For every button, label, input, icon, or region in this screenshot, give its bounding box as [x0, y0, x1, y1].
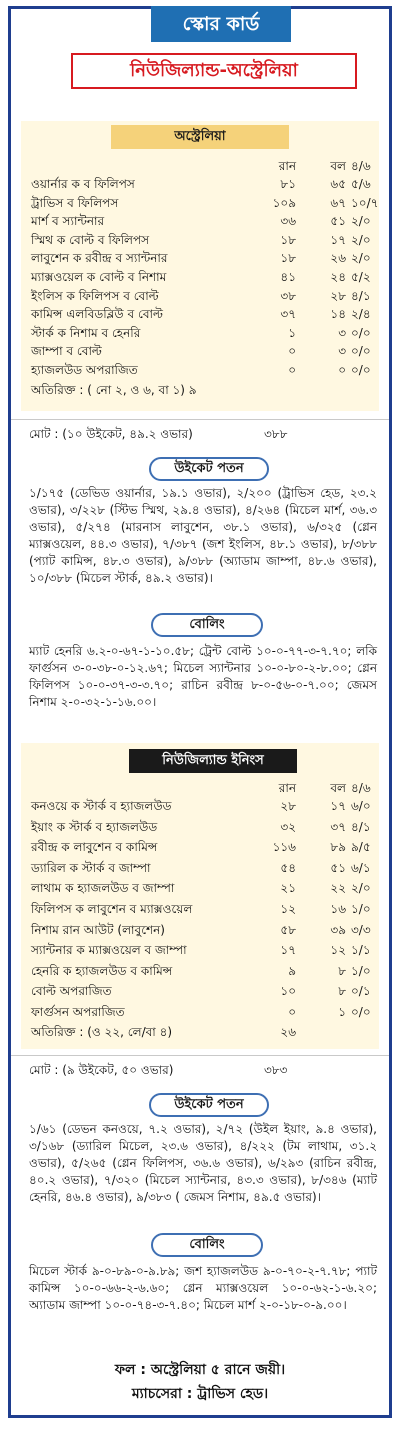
- batter-fours-sixes: ৯/৫: [351, 840, 371, 855]
- batter-fours-sixes: ০/০: [351, 1005, 371, 1019]
- batting-row: [31, 361, 371, 379]
- batter-name: ইয়াং ক স্টার্ক ব হ্যাজলউড: [31, 819, 158, 834]
- batter-balls: ১৭: [330, 799, 346, 813]
- batter-balls: ৫১: [330, 214, 346, 229]
- batting-row: [31, 838, 371, 856]
- batter-fours-sixes: ০/০: [351, 325, 371, 340]
- batter-fours-sixes: ৫/২: [351, 270, 371, 284]
- result-line: ফল : অস্ট্রেলিয়া ৫ রানে জয়ী।: [114, 1362, 286, 1378]
- batter-name: হ্যাজলউড অপরাজিত: [31, 363, 138, 377]
- batter-runs: ৫৪: [280, 860, 296, 875]
- batter-runs: ১৮: [280, 251, 296, 266]
- balls-header: বল: [330, 159, 346, 173]
- batter-name: ফার্গুসন অপরাজিত: [31, 1005, 125, 1019]
- batting-row: [31, 962, 371, 980]
- batter-runs: ৫৮: [280, 922, 296, 937]
- batting-row: [31, 194, 379, 212]
- batter-runs: ১০: [280, 984, 296, 999]
- batter-fours-sixes: ২/০: [351, 214, 371, 229]
- batter-runs: ৪১: [280, 270, 296, 284]
- batting-row: [31, 212, 371, 230]
- nz-total: মোট : (৯ উইকেট, ৫০ ওভার) ৩৮৩: [29, 1063, 288, 1077]
- batter-balls: ২৬: [330, 251, 346, 266]
- scorecard-title: স্কোর কার্ড: [151, 6, 291, 42]
- batter-fours-sixes: ২/৪: [351, 307, 371, 322]
- batter-runs: ০: [288, 363, 296, 377]
- batting-row: [31, 982, 371, 1000]
- batter-fours-sixes: ৪/১: [351, 819, 371, 834]
- batter-runs: ৩৭: [280, 307, 296, 322]
- batting-row: [31, 231, 371, 249]
- batter-runs: ০: [288, 1005, 296, 1019]
- batter-fours-sixes: ০/০: [351, 344, 371, 359]
- batter-balls: ২৮: [330, 288, 346, 303]
- aus-bowling-title: বোলিং: [151, 613, 263, 637]
- batter-name: ফিলিপস ক লাবুশেন ব ম্যাক্সওয়েল: [31, 902, 193, 916]
- batting-row: [31, 287, 371, 305]
- batter-fours-sixes: ২/০: [351, 232, 371, 247]
- batter-runs: ৮১: [280, 177, 296, 191]
- batter-fours-sixes: ২/০: [351, 251, 371, 266]
- batter-fours-sixes: ০/১: [351, 984, 371, 999]
- batting-row: [31, 941, 371, 959]
- batter-name: হেনরি ক হ্যাজলউড ব কামিন্স: [31, 963, 173, 978]
- batter-name: ওয়ার্নার ক ব ফিলিপস: [31, 177, 135, 191]
- batter-name: ট্রাভিস ব ফিলিপস: [31, 195, 119, 210]
- aus-bowling-text: ম্যাট হেনরি ৬.২-০-৬৭-১-১০.৫৮; ট্রেন্ট বোল্ট ১০-০-৭৭-৩-৭.৭০; লকি ফার্গুসন ৩-০-৩৮-০-১২.৬৭; মিচেল স্যান্টনার ১০-০-৮০-২-৮.০০; গ্লেন ফিলিপস ১০-০-৩৭-৩-৩.৭০; রাচিন রবীন্দ্র ৮-০-৫৬-০-৭.০০; জেমস নিশাম ২-০-৩২-১-১৬.০০।: [29, 644, 377, 709]
- nz-column-headers: [31, 779, 371, 797]
- batter-fours-sixes: ৬/১: [351, 860, 371, 875]
- batter-runs: ২৮: [280, 799, 296, 813]
- batter-fours-sixes: ৫/৬: [351, 177, 371, 191]
- batter-name: নিশাম রান আউট (লাবুশেন): [31, 922, 165, 937]
- batter-runs: ১৭: [280, 943, 296, 958]
- scorecard-panel: [8, 6, 392, 1418]
- nz-fow-title: উইকেট পতন: [149, 1093, 269, 1117]
- batting-row: [31, 305, 371, 323]
- batter-fours-sixes: ১/০: [351, 902, 371, 916]
- batting-row: [31, 1003, 371, 1021]
- batter-balls: ১৭: [330, 232, 346, 247]
- nz-bowling-title: বোলিং: [151, 1233, 263, 1257]
- batter-runs: ১০৯: [272, 195, 296, 210]
- batter-name: কনওয়ে ক স্টার্ক ব হ্যাজলউড: [31, 799, 172, 813]
- batter-runs: ১২: [280, 902, 296, 916]
- batter-balls: ১: [338, 1005, 346, 1019]
- batter-name: ড্যারিল ক স্টার্ক ব জাম্পা: [31, 860, 151, 875]
- batter-runs: ৯: [288, 963, 296, 978]
- batter-name: কামিন্স এলবিডব্লিউ ব বোল্ট: [31, 307, 163, 322]
- nz-extras: অতিরিক্ত : (ও ২২, লে/বা ৪) ২৬: [31, 1025, 296, 1039]
- batting-row: [31, 900, 371, 918]
- nz-fow-text: ১/৬১ (ডেভন কনওয়ে, ৭.২ ওভার), ২/৭২ (উইল ইয়াং, ৯.৪ ওভার), ৩/১৬৮ (ড্যারিল মিচেল, ২৩.৬ ওভার), ৪/২২২ (টম লাথাম, ৩১.২ ওভার), ৫/২৬৫ (গ্লেন ফিলিপস, ৩৬.৬ ওভার), ৬/২৯৩ (রাচিন রবীন্দ্র, ৪০.২ ওভার), ৭/৩২০ (মিচেল স্যান্টনার, ৪৩.৩ ওভার), ৮/৩৪৬ (ম্যাট হেনরি, ৪৬.৪ ওভার), ৯/৩৮৩ ( জেমস নিশাম, ৪৯.৫ ওভার)।: [29, 1122, 377, 1204]
- aus-fow-title: উইকেট পতন: [149, 457, 269, 481]
- batter-fours-sixes: ৩/৩: [351, 922, 371, 937]
- batter-runs: ১: [288, 325, 296, 340]
- batter-name: রবীন্দ্র ক লাবুশেন ব কামিন্স: [31, 840, 158, 855]
- batter-name: লাথাম ক হ্যাজলউড ব জাম্পা: [31, 881, 175, 896]
- fours-sixes-header: ৪/৬: [351, 781, 371, 795]
- batter-balls: ৮: [338, 963, 346, 978]
- batting-row: [31, 342, 371, 360]
- batter-runs: ১১৬: [272, 840, 296, 855]
- batter-balls: ৩৭: [330, 819, 346, 834]
- batting-row: [31, 879, 371, 897]
- aus-fow-text: ১/১৭৫ (ডেভিড ওয়ার্নার, ১৯.১ ওভার), ২/২০০ (ট্রাভিস হেড, ২৩.২ ওভার), ৩/২২৮ (স্টিভ স্মিথ, ২৯.৪ ওভার), ৪/২৬৪ (মিচেল মার্শ, ৩৬.৩ ওভার), ৫/২৭৪ (মারনাস লাবুশেন, ৩৮.১ ওভার), ৬/৩২৫ (গ্লেন ম্যাক্সওয়েল, ৪৪.৩ ওভার), ৭/৩৮৭ (জশ ইংলিস, ৪৮.১ ওভার), ৮/৩৮৮ (প্যাট কামিন্স, ৪৮.৩ ওভার), ৯/৩৮৮ (অ্যাডাম জাম্পা, ৪৮.৬ ওভার), ১০/৩৮৮ (মিচেল স্টার্ক, ৪৯.২ ওভার)।: [29, 486, 377, 585]
- batting-row: [31, 175, 371, 193]
- batting-row: [31, 249, 371, 267]
- batter-fours-sixes: ১/০: [351, 963, 371, 978]
- batter-balls: ৩: [338, 344, 346, 359]
- batter-name: ম্যাক্সওয়েল ক বোল্ট ব নিশাম: [31, 270, 167, 284]
- batter-fours-sixes: ০/০: [351, 363, 371, 377]
- batter-runs: ১৮: [280, 232, 296, 247]
- batter-balls: ৩: [338, 325, 346, 340]
- batter-balls: ৮৯: [330, 840, 346, 855]
- batter-name: বোল্ট অপরাজিত: [31, 984, 112, 999]
- batter-runs: ২১: [280, 881, 296, 896]
- aus-total: মোট : (১০ উইকেট, ৪৯.২ ওভার) ৩৮৮: [29, 427, 288, 441]
- batter-balls: ২২: [330, 881, 346, 896]
- batting-row: [31, 268, 371, 286]
- batter-name: স্টার্ক ক নিশাম ব হেনরি: [31, 325, 141, 340]
- batter-fours-sixes: ২/০: [351, 881, 371, 896]
- fours-sixes-header: ৪/৬: [351, 159, 371, 173]
- batter-balls: ১৬: [330, 902, 346, 916]
- runs-header: রান: [278, 159, 296, 173]
- batter-fours-sixes: ১০/৭: [351, 195, 379, 210]
- batting-row: [31, 818, 371, 836]
- batter-runs: ৩৮: [280, 288, 296, 303]
- batting-row: [31, 797, 371, 815]
- batting-row: [31, 921, 371, 939]
- batter-name: ইংলিস ক ফিলিপস ব বোল্ট: [31, 288, 159, 303]
- batter-runs: ০: [288, 344, 296, 359]
- batter-balls: ৮: [338, 984, 346, 999]
- batter-balls: ২৪: [330, 270, 346, 284]
- batter-name: জাম্পা ব বোল্ট: [31, 344, 102, 359]
- balls-header: বল: [330, 781, 346, 795]
- batter-name: স্যান্টনার ক ম্যাক্সওয়েল ব জাম্পা: [31, 943, 187, 958]
- divider: [11, 419, 389, 420]
- batter-runs: ৩৬: [280, 214, 296, 229]
- aus-innings-title: অস্ট্রেলিয়া: [111, 125, 289, 149]
- batter-balls: ৩৯: [330, 922, 346, 937]
- batter-balls: ১৪: [330, 307, 346, 322]
- batting-row: [31, 324, 371, 342]
- match-title: নিউজিল্যান্ড-অস্ট্রেলিয়া: [71, 53, 357, 89]
- runs-header: রান: [278, 781, 296, 795]
- batter-balls: ৬৭: [330, 195, 346, 210]
- batter-name: লাবুশেন ক রবীন্দ্র ব স্যান্টনার: [31, 251, 168, 266]
- batter-runs: ৩২: [280, 819, 296, 834]
- nz-bowling-text: মিচেল স্টার্ক ৯-০-৮৯-০-৯.৮৯; জশ হ্যাজলউড ৯-০-৭০-২-৭.৭৮; প্যাট কামিন্স ১০-০-৬৬-২-৬.৬০; গ্লেন ম্যাক্সওয়েল ১০-০-৬২-১-৬.২০; অ্যাডাম জাম্পা ১০-০-৭৪-৩-৭.৪০; মিচেল মার্শ ২-০-১৮-০-৯.০০।: [29, 1264, 377, 1312]
- batter-fours-sixes: ৬/০: [351, 799, 371, 813]
- batter-fours-sixes: ১/১: [351, 943, 371, 958]
- divider: [11, 1055, 389, 1056]
- batter-balls: ০: [338, 363, 346, 377]
- batter-balls: ৬৫: [330, 177, 346, 191]
- man-of-the-match: ম্যাচসেরা : ট্রাভিস হেড।: [131, 1386, 269, 1402]
- batter-balls: ১২: [330, 943, 346, 958]
- batter-name: স্মিথ ক বোল্ট ব ফিলিপস: [31, 232, 150, 247]
- batting-row: [31, 859, 371, 877]
- aus-column-headers: [31, 157, 371, 175]
- batter-balls: ৫১: [330, 860, 346, 875]
- aus-extras: অতিরিক্ত : ( নো ২, ও ৬, বা ১) ৯: [31, 383, 197, 397]
- nz-innings-title: নিউজিল্যান্ড ইনিংস: [129, 749, 297, 773]
- batter-name: মার্শ ব স্যান্টনার: [31, 214, 105, 229]
- batter-fours-sixes: ৪/১: [351, 288, 371, 303]
